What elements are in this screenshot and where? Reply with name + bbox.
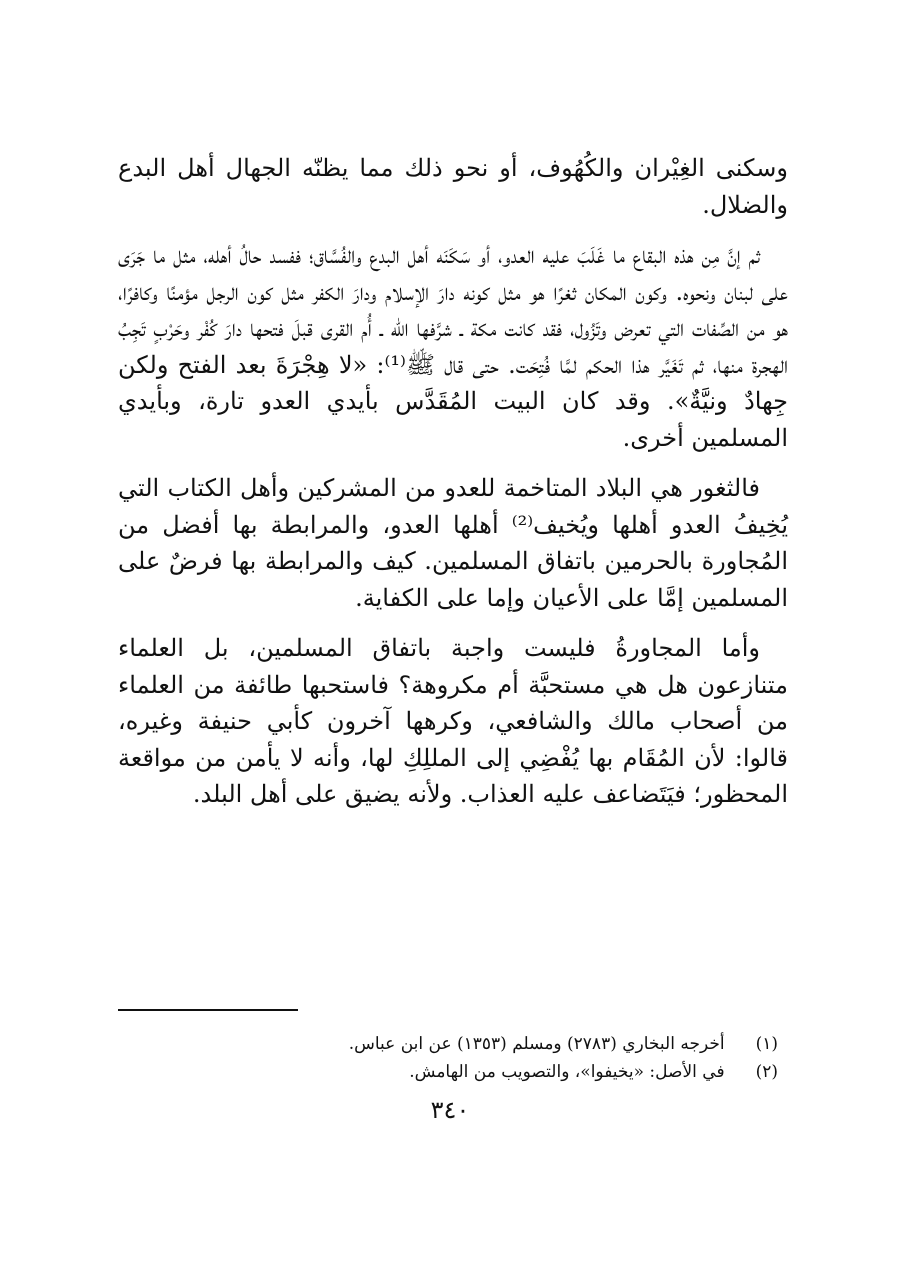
paragraph-4: وأما المجاورةُ فليست واجبة باتفاق المسلمين، بل العلماء متنازعون هل هي مستحبَّة أم مكروهة؟ فاستحبها طائفة من العلماء من أصحاب مالك والشافعي، وكرهها آخرون كأبي حنيفة وغيره، قالوا: لأن المُقَام بها يُفْضِي إلى المللِكِ لها، وأنه لا يأمن من مواقعة المحظور؛ فيَتَضاعف عليه العذاب. ولأنه يضيق على أهل البلد.: [118, 634, 788, 808]
main-text: [118, 150, 788, 827]
footnote-1: [118, 1030, 778, 1058]
paragraph-2: ثم إنَّ مِن هذه البقاع ما غَلَبَ عليه العدو، أو سَكَنَه أهل البدع والفُسَّاق؛ ففسد حالُ أهله، مثل ما جَرَى على لبنان ونحوه. وكون المكان ثغرًا هو مثل كونه دارَ الإسلام ودارَ الكفر مثل كون الرجل مؤمنًا وكافرًا، هو من الصِّفات التي تعرض وتَزُول، فقد كانت مكة ـ شرَّفها الله ـ أُم القرى قبلَ فتحها دارَ كُفْر وحَرْبٍ تَجِبُ الهجرة منها، ثم تَغَيَّر هذا الحكم لمَّا فُتِحَت. حتى قال ﷺ⁽¹⁾: «لا هِجْرَةَ بعد الفتح ولكن جِهادٌ ونيَّةٌ». وقد كان البيت المُقَدَّس بأيدي العدو تارة، وبأيدي المسلمين أخرى.: [118, 241, 788, 452]
footnotes: [118, 1030, 778, 1086]
paragraph-3: فالثغور هي البلاد المتاخمة للعدو من المشركين وأهل الكتاب التي يُخِيفُ العدو أهلها ويُخيف⁽²⁾ أهلها العدو، والمرابطة بها أفضل من المُجاورة بالحرمين باتفاق المسلمين. كيف والمرابطة بها فرضٌ على المسلمين إمَّا على الأعيان وإما على الكفاية.: [118, 474, 789, 612]
page-number: ٣٤٠: [430, 1096, 470, 1124]
footnote-2: [118, 1058, 778, 1086]
footnote-2-number: (٢): [755, 1062, 778, 1082]
paragraph-1: وسكنى الغِيْران والكُهُوف، أو نحو ذلك مما يظنّه الجهال أهل البدع والضلال.: [118, 154, 788, 219]
footnote-1-text: أخرجه البخاري (٢٧٨٣) ومسلم (١٣٥٣) عن ابن عباس.: [348, 1034, 725, 1054]
footnote-2-text: في الأصل: «يخيفوا»، والتصويب من الهامش.: [409, 1062, 725, 1082]
footnote-divider: [118, 1009, 298, 1011]
footnote-1-number: (١): [755, 1034, 778, 1054]
